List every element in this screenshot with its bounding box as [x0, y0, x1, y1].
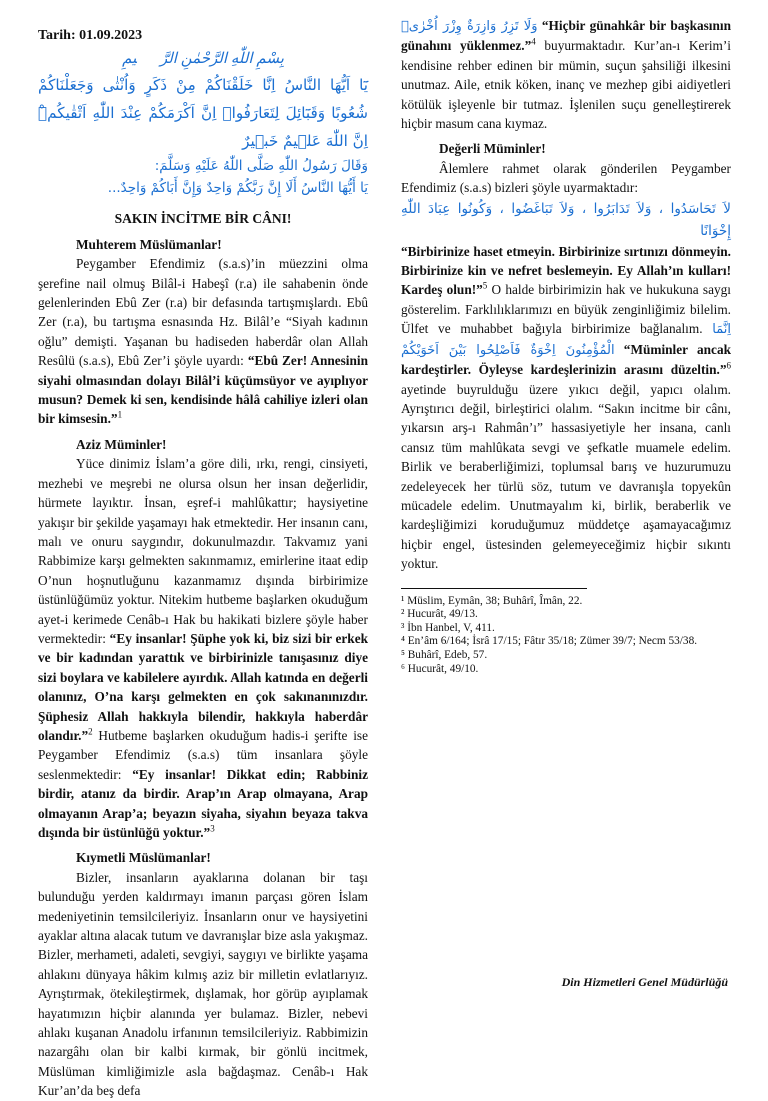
date-line: Tarih: 01.09.2023 [38, 28, 143, 43]
footnote-ref-4: 4 [531, 36, 536, 47]
arabic-hadith: يَا أَيُّهَا النَّاسُ أَلَا إِنَّ رَبَّكُمْ وَاحِدٌ وَإِنَّ أَبَاكُمْ وَاحِدٌ... [107, 180, 368, 197]
footnote-ref-1: 1 [117, 410, 123, 421]
footnote-ref-5: 5 [482, 281, 488, 292]
arabic-inline-verse-2: اِنَّمَا الْمُؤْمِنُونَ اِخْوَةٌ فَاَصْلِحُوا بَيْنَ اَخَوَيْكُمْ [401, 322, 731, 358]
heading-muhterem: Muhterem Müslümanlar! [76, 236, 222, 252]
footnote-3: ³ İbn Hanbel, V, 411. [401, 621, 495, 634]
paragraph-4-quote-b: “Müminler ancak kardeştirler. Öyleyse kardeşlerinizin arasını düzeltin.” [401, 341, 731, 378]
left-column [38, 26, 368, 1101]
heading-aziz: Aziz Müminler! [76, 436, 167, 452]
footnote-4: ⁴ En’âm 6/164; İsrâ 17/15; Fâtır 35/18; Zümer 39/7; Necm 53/38. [401, 635, 698, 648]
paragraph-2-quote: “Ey insanlar! Şüphe yok ki, biz sizi bir erkek ve bir kadından yarattık ve birbirinizle tanışasınız diye sizi boylara ve kabilelere ayırdık. Allah katında en değerli olanınız, O’na karşı gelmekten en çok sakınanınızdır. Şüphesiz Allah hakkıyla bilendir, hakkıyla haberdâr olandır.” [38, 630, 368, 743]
signature: Din Hizmetleri Genel Müdürlüğü [561, 975, 728, 989]
paragraph-3-start [38, 868, 368, 1101]
paragraph-2-text: Yüce dinimiz İslam’a göre dili, ırkı, rengi, cinsiyeti, mezhebi ve meşrebi ne olursa olsun her insan değerlidir, hürmete layıktır. İnsan, eşref-i mahlûkattır; haysiyetine yakışır bir şekilde yaşamayı hak etmektedir. Her insanın canı, malı ve onuru saygındır, dokunulmazdır. Takvamız yani Rabbimize karşı gelmekten sakınmamız, emirlerine itaat edip O’nun hoşnutluğunu kazanmamız dışında birbirimize üstünlüğümüz yoktur. Nitekim hutbeme başlarken okuduğum ayet-i kerimede Cenâb-ı Hak bu hakikati bizlere şöyle haber vermektedir: [38, 456, 368, 646]
arabic-inline-verse-1: وَلَا تَزِرُ وَازِرَةٌ وِزْرَ اُخْرٰىۚ [401, 19, 538, 34]
paragraph-3-quote: “Hiçbir günahkâr bir başkasının günahını yüklenmez.” [401, 18, 731, 54]
paragraph-4-cont [401, 242, 731, 574]
paragraph-2-text-b: Hutbeme başlarken okuduğum hadis-i şerifte ise Peygamber Efendimiz (s.a.s) tüm insanlara şöyle seslenmektedir: [38, 727, 368, 782]
footnote-6: ⁶ Hucurât, 49/10. [401, 662, 479, 675]
paragraph-3-text-b: buyurmaktadır. Kur’an-ı Kerim’i kendisine rehber edinen bir mümin, suçun şahsiliği ilkesini unutmaz. Aile, etnik köken, inanç ve mezhep gibi aidiyetleri kötülük işleyenle bir tutmaz. İşlenilen suçu genelleştirerek hiçbir masum cana kıymaz. [401, 38, 731, 132]
paragraph-3-cont [401, 16, 731, 133]
arabic-verse: يَٓا اَيُّهَا النَّاسُ اِنَّا خَلَقْنَاكُمْ مِنْ ذَكَرٍ وَاُنْثٰى وَجَعَلْنَاكُمْ شُعُوبًا وَقَبَٓائِلَ لِتَعَارَفُواۜ اِنَّ اَكْرَمَكُمْ عِنْدَ اللّٰهِ اَتْقٰيكُمْۜ اِنَّ اللّٰهَ عَل۪يمٌ خَب۪يرٌ [38, 76, 368, 151]
paragraph-1 [38, 254, 368, 429]
footnote-2: ² Hucurât, 49/13. [401, 608, 478, 621]
footnote-divider [401, 588, 587, 589]
paragraph-4-text-b: O halde birbirimizin hak ve hukukuna saygı gösterelim. Farklılıklarımızı en büyük zenginliğimiz bilelim. Ülfet ve muhabbet bağıyla birbirimize bağlanalım. [401, 282, 731, 337]
footnote-ref-6: 6 [726, 360, 731, 371]
paragraph-1-quote: “Ebû Zer! Annesinin siyahi olmasından dolayı Bilâl’i küçümsüyor ve ayıplıyor musun? Demek ki sen, kendisinde hâlâ cahiliye izleri olan bir kimsesin.” [38, 353, 368, 427]
paragraph-2-quote-b: “Ey insanlar! Dikkat edin; Rabbiniz birdir, atanız da birdir. Arap’ın Arap olmayana, Arap olmayanın Arap’a; beyazın siyaha, siyahın beyaza takva dışında bir üstünlüğü yoktur.” [38, 766, 368, 840]
paragraph-4-quote: “Birbirinize haset etmeyin. Birbirinize sırtınızı dönmeyin. Birbirinize kin ve nefret beslemeyin. Ey Allah’ın kulları! Kardeş olun!” [401, 243, 731, 298]
arabic-hadith-intro: وَقَالَ رَسُولُ اللّٰهِ صَلَّى اللّٰهُ عَلَيْهِ وَسَلَّمَ: [154, 158, 368, 175]
footnote-ref-2: 2 [88, 726, 93, 737]
footnote-5: ⁵ Buhârî, Edeb, 57. [401, 648, 488, 661]
arabic-hadith-2: لاَ تَحَاسَدُوا ، وَلاَ تَدَابَرُوا ، وَلاَ تَبَاغَضُوا ، وَكُونُوا عِبَادَ اللّٰهِ إِخْوَانًا [401, 200, 731, 239]
footnote-1: ¹ Müslim, Eymân, 38; Buhârî, Îmân, 22. [401, 594, 583, 607]
paragraph-1-text: Peygamber Efendimiz (s.a.s)’in müezzini olma şerefine nail olmuş Bilâl-i Habeşî (r.a) ile sahabenin önde gelenlerinden Ebû Zer (r.a) bir defasında tartışmışlardı. Ebû Zer (r.a), bu tartışma esnasında Hz. Bilâl’e “Siyah kadının oğlu” demişti. Yaşanan bu hadiseden haberdâr olan Allah Resûlü (s.a.s), Ebû Zer’i şöyle uyardı: [38, 256, 368, 369]
sermon-title: SAKIN İNCİTME BİR CÂNI! [114, 211, 292, 227]
heading-kiymetli: Kıymetli Müslümanlar! [76, 850, 211, 866]
footnote-ref-3: 3 [210, 823, 215, 834]
paragraph-3-text: Bizler, insanların ayaklarına dolanan bir taşı bulunduğu yerden kaldırmayı imanın parçası gören İslam medeniyetinin temsilcileriyiz. İnsanların onur ve haysiyetini ayaklar altına alacak tutum ve davranışlar bize asla yakışmaz. Bizler, merhameti, adaleti, sevgiyi, saygıyı ve birlikte yaşama ahlakını dünyaya hâkim kılmış aziz bir milletin evlatlarıyız. Ayrıştırmak, ötekileştirmek, dışlamak, hor görüp ayıplamak hayatımızın hiçbir alanında yer bulamaz. Bizler, nebevi ahlakı kuşanan Anadolu irfanının temsilcileriyiz. Rabbimizin nazargâhı olan bir kalbi kırmak, bir gönlü incitmek, Müslüman kimliğimizle asla bağdaşmaz. Cenâb-ı Hak Kur’an’da beş defa [38, 869, 368, 1099]
paragraph-2 [38, 454, 368, 842]
paragraph-4 [401, 159, 731, 198]
heading-degerli: Değerli Müminler! [439, 141, 546, 157]
footnotes [401, 595, 731, 677]
paragraph-4-text: Âlemlere rahmet olarak gönderilen Peygamber Efendimiz (s.a.s) bizleri şöyle uyarmaktadır: [401, 160, 731, 196]
right-column [401, 16, 731, 676]
basmala: بِسْمِ اللّٰهِ الرَّحْمٰنِ الرَّح۪يمِ [122, 51, 284, 68]
paragraph-4-text-c: ayetinde buyrulduğu üzere yıkıcı değil, yapıcı olalım. Ayrıştırıcı değil, birleştirici olalım. “Sakın incitme bir cânı, yıkarsın arş-ı Rahmân’ı” hassasiyetiyle her insana, canlı cansız tüm mahlûkata sevgi ve şefkatle muamele edelim. Birlik ve beraberliğimizi, toplumsal barış ve huzurumuzu zedeleyecek her türlü söz, tutum ve davranışla topyekûn mücadele edelim. Unutmayalım ki, birlik, beraberlik ve kardeşliğimizi koruduğumuz müddetçe aşamayacağımız hiçbir engel, üstesinden gelemeyeceğimiz hiçbir sıkıntı yoktur. [401, 381, 731, 572]
